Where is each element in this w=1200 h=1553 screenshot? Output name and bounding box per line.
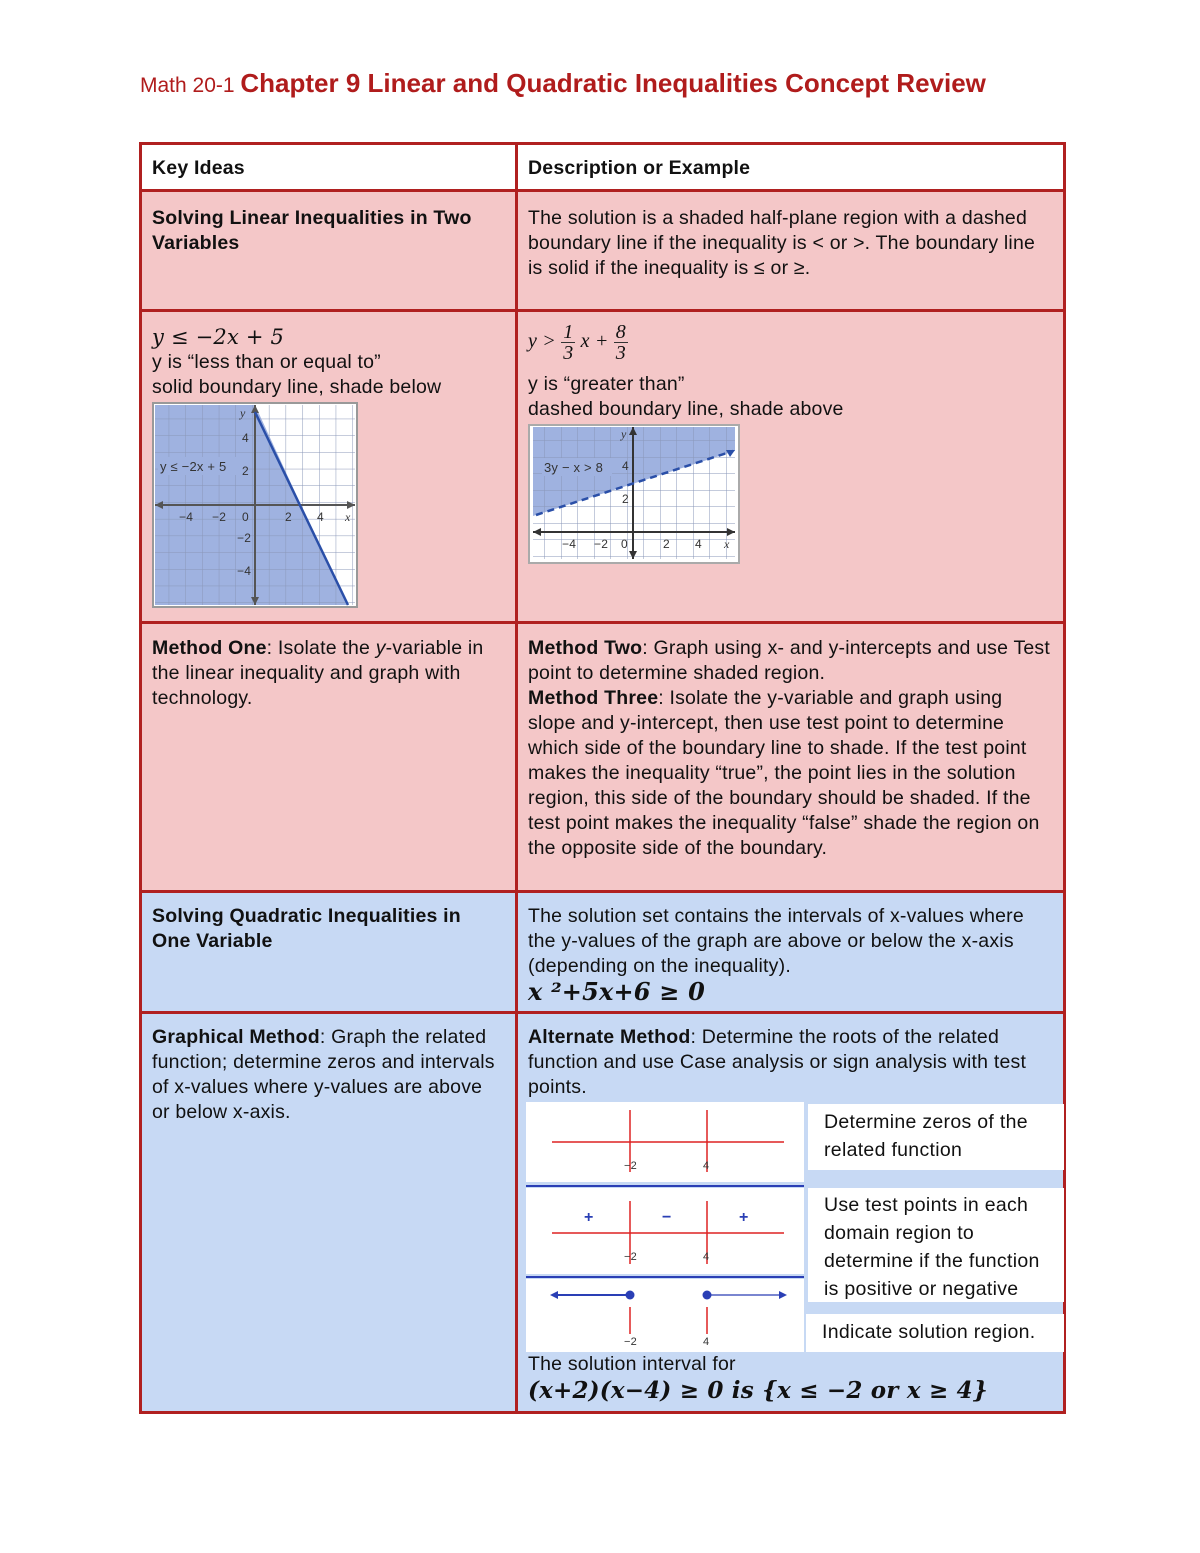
svg-text:2: 2 [242, 464, 249, 478]
callout-test-points: Use test points in each domain region to determine if the function is positive or negative [808, 1188, 1064, 1302]
svg-text:4: 4 [695, 537, 702, 551]
header-row [141, 144, 1065, 191]
svg-text:−4: −4 [237, 564, 252, 578]
alternate-method [517, 1013, 1065, 1413]
svg-text:4: 4 [703, 1336, 710, 1348]
graph-solid-boundary [152, 402, 358, 608]
svg-text:−2: −2 [237, 531, 252, 545]
fraction-one-third: $\frac{1}{3}$ [563, 321, 574, 364]
svg-text:−2: −2 [624, 1336, 637, 1348]
svg-text:4: 4 [703, 1160, 710, 1172]
desc-quadratic-inequalities: The solution set contains the intervals of x-values where the y-values of the graph are above or below the x-axis (depending on the inequality). x ²+5x+6 ≥ 0 [517, 892, 1065, 1013]
sign-negative-middle: − [662, 1209, 672, 1226]
method-two: Method Two: Graph using x- and y-intercepts and use Test point to determine shaded region. [528, 637, 1051, 684]
concept-table [139, 142, 1066, 1414]
svg-text:x: x [345, 510, 351, 524]
svg-text:−2: −2 [624, 1251, 637, 1263]
row-linear-examples [141, 311, 1065, 623]
key-quadratic-inequalities: Solving Quadratic Inequalities in One Variable [141, 892, 517, 1013]
row-quadratic-heading [141, 892, 1065, 1013]
row-linear-methods [141, 623, 1065, 892]
solution-intro: The solution interval for [528, 1353, 736, 1375]
desc-linear-inequalities: The solution is a shaded half-plane region with a dashed boundary line if the inequality is < or >. The boundary line is solid if the inequality is ≤ or ≥. [517, 191, 1065, 311]
sign-analysis-number-lines [526, 1102, 806, 1352]
svg-text:−2: −2 [594, 537, 609, 551]
svg-text:0: 0 [621, 537, 628, 551]
left-description-1: y is “less than or equal to” [152, 351, 381, 373]
method-one: Method One: Isolate the y-variable in the linear inequality and graph with technology. [141, 623, 517, 892]
svg-text:4: 4 [242, 431, 249, 445]
title-prefix: Math 20-1 [140, 74, 241, 97]
left-description-2: solid boundary line, shade below [152, 376, 442, 398]
alternate-method-text: Alternate Method: Determine the roots of the related function and use Case analysis or sign analysis with test points. [528, 1026, 1027, 1098]
inequality-right: y > $\frac{1}{3}$ x + $\frac{8}{3}$ [528, 321, 626, 364]
row-linear-heading [141, 191, 1065, 311]
graph-label: 3y − x > 8 [544, 460, 604, 475]
svg-text:2: 2 [285, 510, 292, 524]
svg-text:−4: −4 [179, 510, 194, 524]
graphical-method: Graphical Method: Graph the related function; determine zeros and intervals of x-values where y-values are above or below x-axis. [141, 1013, 517, 1413]
svg-text:x: x [724, 537, 730, 551]
svg-text:0: 0 [242, 510, 249, 524]
graph-dashed-boundary [528, 424, 740, 564]
solution-formula: (x+2)(x−4) ≥ 0 is {x ≤ −2 or x ≥ 4} [528, 1377, 988, 1404]
right-description-2: dashed boundary line, shade above [528, 398, 844, 420]
svg-text:−2: −2 [624, 1160, 637, 1172]
inequality-left: y ≤ −2x + 5 [152, 325, 285, 349]
example-dashed-line [517, 311, 1065, 623]
sign-positive-left: + [584, 1209, 594, 1226]
svg-text:−4: −4 [562, 537, 577, 551]
svg-text:y: y [621, 427, 627, 441]
fraction-eight-thirds: $\frac{8}{3}$ [615, 321, 626, 364]
svg-text:4: 4 [317, 510, 324, 524]
sign-positive-right: + [739, 1209, 749, 1226]
header-key-ideas: Key Ideas [141, 144, 517, 191]
key-linear-inequalities: Solving Linear Inequalities in Two Variables [141, 191, 517, 311]
svg-text:2: 2 [663, 537, 670, 551]
svg-text:y: y [240, 406, 246, 420]
row-quadratic-methods [141, 1013, 1065, 1413]
title-main: Chapter 9 Linear and Quadratic Inequalities Concept Review [240, 68, 986, 98]
header-description: Description or Example [517, 144, 1065, 191]
method-three: Method Three: Isolate the y-variable and graph using slope and y-intercept, then use test point to determine which side of the boundary line to shade. If the test point makes the inequality “true”, the point lies in the solution region, this side of the boundary should be shaded. If the test point makes the inequality “false” shade the region on the opposite side of the boundary. [528, 687, 1040, 859]
svg-text:4: 4 [703, 1251, 710, 1263]
right-description-1: y is “greater than” [528, 373, 685, 395]
page-title [140, 68, 1080, 99]
methods-two-three [517, 623, 1065, 892]
graph-label: y ≤ −2x + 5 [160, 459, 227, 474]
sign-analysis [528, 1102, 1053, 1352]
callout-determine-zeros: Determine zeros of the related function [808, 1104, 1064, 1170]
svg-text:−2: −2 [212, 510, 227, 524]
quadratic-example-formula: x ²+5x+6 ≥ 0 [528, 977, 706, 1006]
svg-text:4: 4 [622, 459, 629, 473]
example-solid-line [141, 311, 517, 623]
svg-text:2: 2 [622, 492, 629, 506]
callout-solution-region: Indicate solution region. [806, 1314, 1064, 1352]
